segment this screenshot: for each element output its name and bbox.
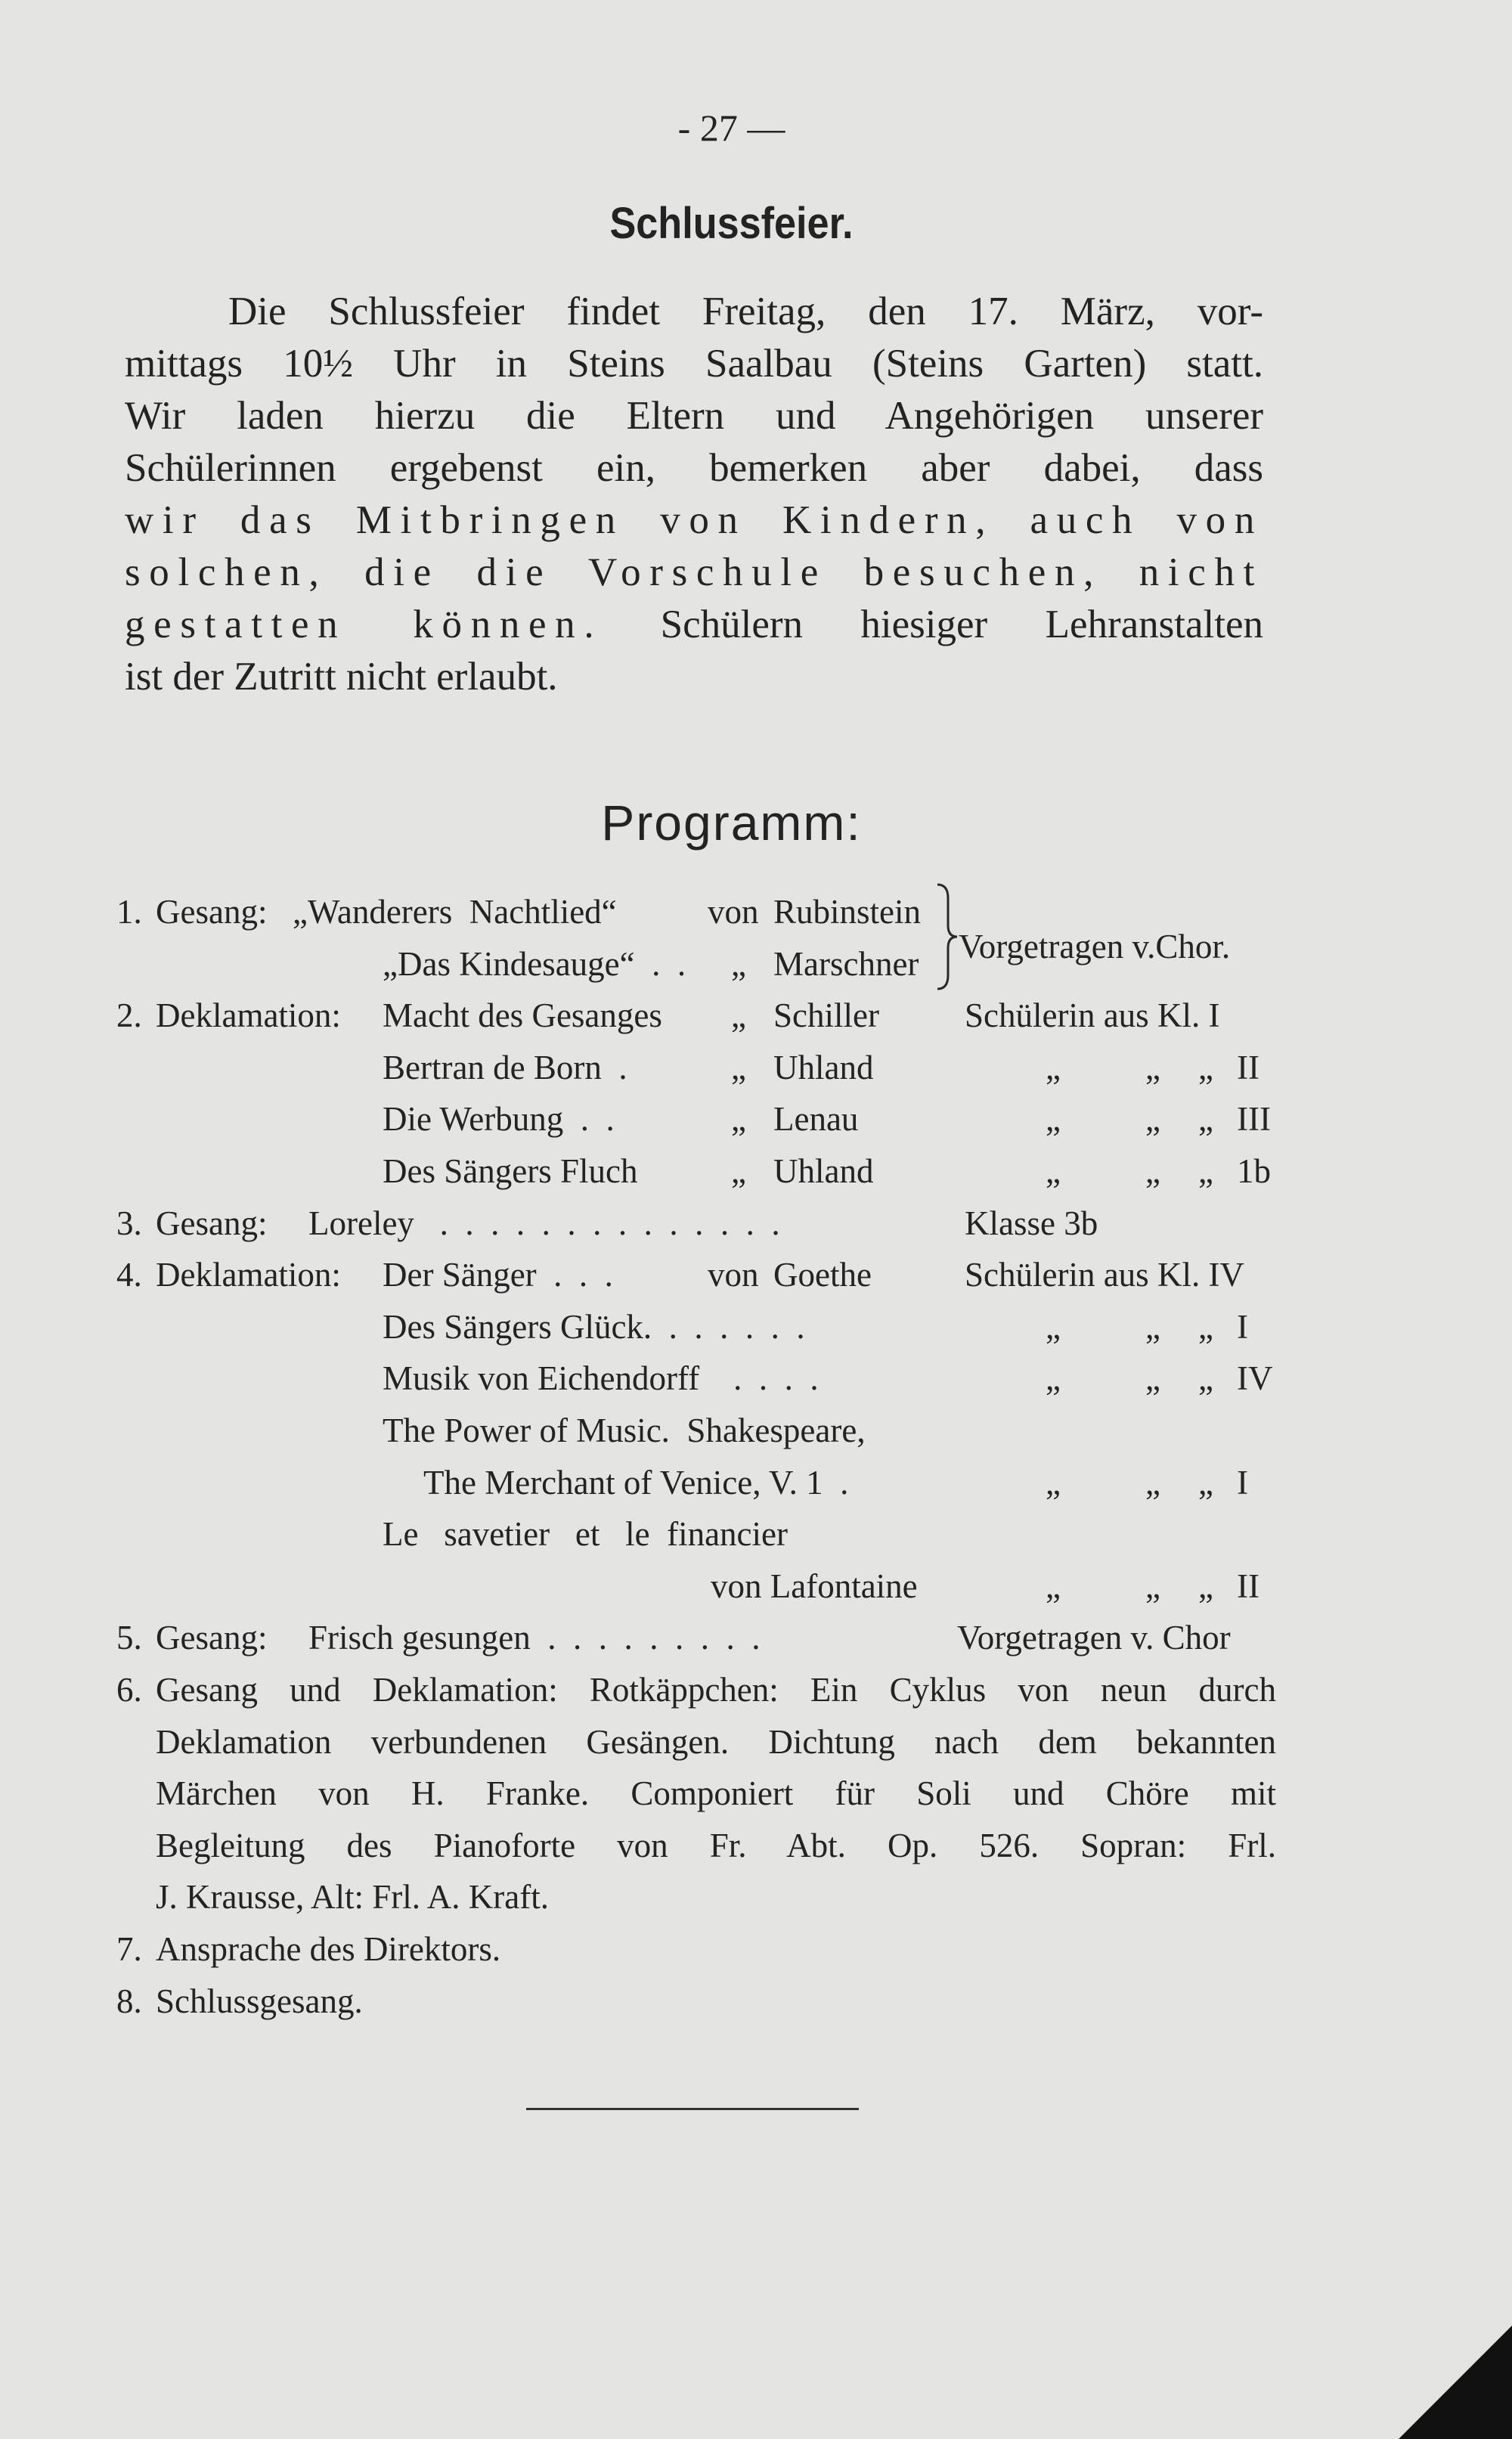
paragraph-segment: ist der Zutritt nicht erlaubt.	[125, 655, 558, 699]
program-cls: II	[1237, 1567, 1259, 1605]
program-num: 2.	[116, 996, 142, 1035]
program-num: 3.	[116, 1204, 142, 1242]
program-row	[0, 1201, 1512, 1246]
program-row	[0, 1667, 1512, 1712]
section-title: Schlussfeier.	[609, 199, 854, 248]
program-d2: „	[1145, 1100, 1160, 1139]
program-d1: „	[1046, 1152, 1061, 1190]
program-title: Le savetier et le financier	[383, 1515, 788, 1554]
program-right: Klasse 3b	[965, 1204, 1098, 1242]
program-row	[0, 1511, 1512, 1557]
program-d1: „	[1046, 1307, 1061, 1346]
program-d2: „	[1145, 1152, 1160, 1190]
paragraph-line	[125, 286, 1263, 338]
program-d2: „	[1145, 1567, 1160, 1605]
program-d3: „	[1198, 1463, 1213, 1502]
program-von: von Lafontaine	[711, 1567, 918, 1605]
program-title: Der Sänger . . .	[383, 1256, 613, 1294]
page-number: - 27 —	[677, 107, 785, 149]
program-q: „	[731, 944, 746, 983]
program-title3: Loreley . . . . . . . . . . . . . .	[308, 1204, 780, 1242]
program-author: Goethe	[773, 1256, 872, 1294]
program-right5: Vorgetragen v. Chor	[957, 1619, 1231, 1657]
program-label: Deklamation:	[156, 996, 341, 1035]
program-right: Schülerin aus Kl. I	[965, 996, 1220, 1035]
program-von: von	[708, 893, 759, 931]
paragraph-segment: Schülerinnen ergebenst ein, bemerken aber dabei, dass	[125, 446, 1263, 490]
paragraph-segment: wir das Mitbringen von Kindern, auch von	[125, 498, 1263, 542]
program-row	[0, 1304, 1512, 1350]
program-q: „	[731, 1048, 746, 1086]
paragraph-line	[125, 338, 1263, 390]
program-row	[0, 1045, 1512, 1090]
program-row	[0, 1460, 1512, 1505]
paragraph-line	[125, 494, 1263, 547]
program-row	[0, 1926, 1512, 1972]
paragraph-segment: solchen, die die Vorschule besuchen, nicht	[125, 550, 1263, 594]
program-line: J. Krausse, Alt: Frl. A. Kraft.	[156, 1878, 549, 1917]
program-author: Rubinstein	[773, 893, 922, 931]
brace-icon	[934, 883, 962, 990]
program-d2: „	[1145, 1048, 1160, 1086]
program-cls: IV	[1237, 1359, 1273, 1398]
program-title: Des Sängers Fluch	[383, 1152, 638, 1190]
program-line: Märchen von H. Franke. Componiert für Soli und Chöre mit	[156, 1774, 1276, 1813]
program-num: 5.	[116, 1619, 142, 1657]
chor-note: Vorgetragen v.Chor.	[959, 928, 1231, 965]
program-d3: „	[1198, 1359, 1213, 1398]
program-title: Die Werbung . .	[383, 1100, 615, 1139]
program-cls: I	[1237, 1463, 1248, 1502]
program-q: „	[731, 996, 746, 1035]
program-q: „	[731, 1152, 746, 1190]
program-row	[0, 889, 1512, 934]
paragraph-line	[125, 442, 1263, 494]
program-d3: „	[1198, 1048, 1213, 1086]
program-cls: II	[1237, 1048, 1259, 1086]
program-von: von	[708, 1256, 759, 1294]
paragraph-segment: Die Schlussfeier findet Freitag, den 17. März, vor-	[228, 290, 1263, 333]
program-row	[0, 1615, 1512, 1660]
paragraph-segment: Wir laden hierzu die Eltern und Angehörigen unserer	[125, 394, 1263, 438]
program-right: Schülerin aus Kl. IV	[965, 1256, 1244, 1294]
program-d3: „	[1198, 1152, 1213, 1190]
program-title: Des Sängers Glück. . . . . . .	[383, 1307, 805, 1346]
program-row	[0, 1252, 1512, 1297]
program-title: Musik von Eichendorff . . . .	[383, 1359, 819, 1398]
program-author: Lenau	[773, 1100, 859, 1139]
program-row	[0, 1719, 1512, 1765]
program-cls: 1b	[1237, 1152, 1271, 1190]
program-d3: „	[1198, 1307, 1213, 1346]
program-title2: The Merchant of Venice, V. 1 .	[423, 1463, 849, 1502]
program-q: „	[731, 1100, 746, 1139]
program-title3: Frisch gesungen . . . . . . . . .	[308, 1619, 761, 1657]
program-row	[0, 941, 1512, 987]
paragraph-line	[125, 651, 1263, 703]
program-line: Gesang und Deklamation: Rotkäppchen: Ein Cyklus von neun durch	[156, 1671, 1276, 1709]
program-num: 6.	[116, 1671, 142, 1709]
program-label: Gesang:	[156, 893, 268, 931]
paragraph-line	[125, 390, 1263, 442]
program-label: Schlussgesang.	[156, 1982, 363, 2020]
program-d3: „	[1198, 1100, 1213, 1139]
divider-rule	[526, 2108, 859, 2110]
paragraph-line	[125, 547, 1263, 599]
paragraph-segment: gestatten können.	[125, 603, 603, 646]
program-d1: „	[1046, 1567, 1061, 1605]
program-title: Macht des Gesanges	[383, 996, 662, 1035]
program-row	[0, 1979, 1512, 2024]
program-title: The Power of Music. Shakespeare,	[383, 1412, 866, 1449]
program-row	[0, 1356, 1512, 1401]
program-num: 8.	[116, 1982, 142, 2020]
program-label: Ansprache des Direktors.	[156, 1930, 501, 1968]
program-num: 7.	[116, 1930, 142, 1968]
program-title: „Das Kindesauge“ . .	[383, 944, 686, 983]
program-d1: „	[1046, 1100, 1061, 1139]
program-heading: Programm:	[601, 795, 862, 851]
paragraph-line	[125, 599, 1263, 651]
paragraph-segment: Schülern hiesiger Lehranstalten	[603, 603, 1263, 646]
program-row	[0, 1874, 1512, 1920]
program-cls: I	[1237, 1307, 1248, 1346]
program-author: Uhland	[773, 1152, 874, 1190]
program-label: Deklamation:	[156, 1256, 341, 1294]
program-d1: „	[1046, 1359, 1061, 1398]
program-author: Marschner	[773, 944, 919, 983]
program-row	[0, 1771, 1512, 1816]
program-label: Gesang:	[156, 1619, 268, 1657]
program-d3: „	[1198, 1567, 1213, 1605]
program-label: Gesang:	[156, 1204, 268, 1242]
program-row	[0, 1148, 1512, 1194]
page-corner-shadow	[1399, 2326, 1512, 2439]
program-line: Begleitung des Pianoforte von Fr. Abt. Op. 526. Sopran: Frl.	[156, 1826, 1276, 1864]
paragraph-segment: mittags 10½ Uhr in Steins Saalbau (Steins Garten) statt.	[125, 342, 1263, 386]
program-title: Bertran de Born .	[383, 1048, 627, 1086]
program-d1: „	[1046, 1463, 1061, 1502]
program-d2: „	[1145, 1307, 1160, 1346]
program-num: 4.	[116, 1256, 142, 1294]
program-row	[0, 1408, 1512, 1453]
program-line: Deklamation verbundenen Gesängen. Dichtung nach dem bekannten	[156, 1722, 1276, 1761]
program-d1: „	[1046, 1048, 1061, 1086]
program-d2: „	[1145, 1359, 1160, 1398]
program-row	[0, 1823, 1512, 1868]
program-num: 1.	[116, 893, 142, 931]
program-cls: III	[1237, 1100, 1271, 1139]
intro-paragraph	[125, 286, 1263, 703]
program-author: Uhland	[773, 1048, 874, 1086]
program-author: Schiller	[773, 996, 879, 1035]
program-title1: „Wanderers Nachtlied“	[293, 893, 617, 931]
program-row	[0, 1564, 1512, 1609]
program-row	[0, 1096, 1512, 1142]
program-d2: „	[1145, 1463, 1160, 1502]
program-row	[0, 993, 1512, 1038]
